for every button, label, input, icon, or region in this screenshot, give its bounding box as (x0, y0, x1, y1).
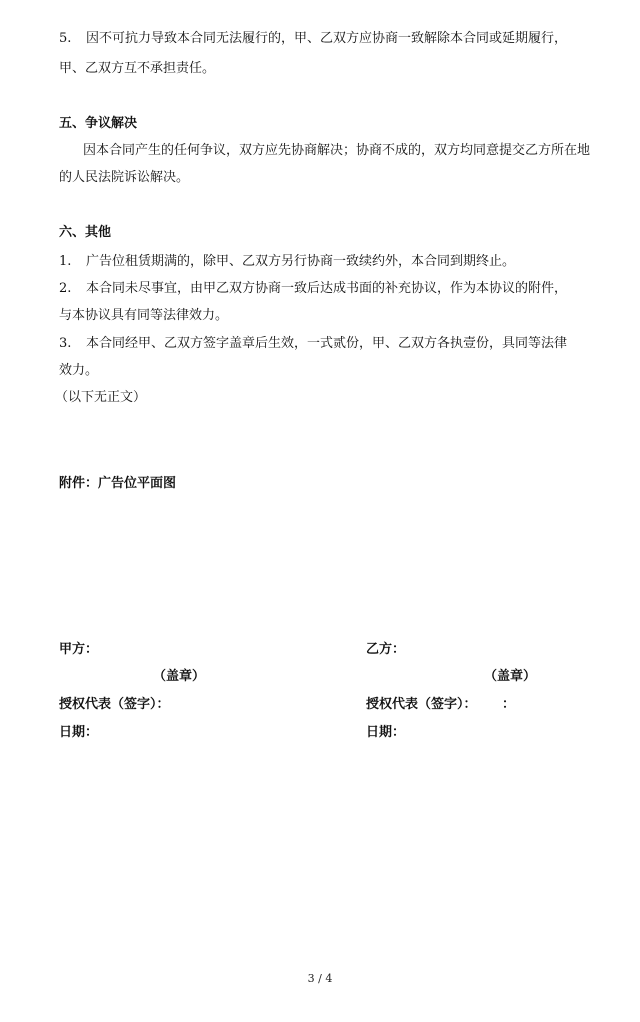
section-6-item-1-number: 1. (59, 254, 72, 269)
party-b-label: 乙方： (366, 642, 406, 657)
section-6-item-3-line-2: 效力。 (59, 363, 99, 378)
section-6-item-3-number: 3. (59, 336, 72, 351)
page-number: 3 / 4 (307, 972, 333, 985)
end-note: （以下无正文） (55, 390, 147, 405)
section-6-item-1-line-1 (59, 254, 515, 270)
party-b-seal: （盖章） (484, 669, 537, 684)
party-a-label: 甲方： (59, 642, 99, 657)
party-b-rep-label: 授权代表（签字）： (366, 697, 477, 712)
section-6-item-2-text-1: 本合同未尽事宜，由甲乙双方协商一致后达成书面的补充协议，作为本协议的附件， (86, 281, 568, 296)
section-6-item-2-number: 2. (59, 281, 72, 296)
section-6-item-3-line-1 (59, 336, 567, 352)
section-6-item-2-line-1 (59, 281, 567, 297)
party-a-seal: （盖章） (153, 669, 206, 684)
clause-5-line-1 (59, 31, 567, 47)
attachment-heading: 附件：广告位平面图 (59, 476, 177, 491)
party-a-rep-label: 授权代表（签字）： (59, 697, 170, 712)
section-5-line-2: 的人民法院诉讼解决。 (59, 170, 190, 185)
section-6-heading: 六、其他 (59, 225, 112, 240)
party-b-rep-suffix: ： (502, 697, 516, 712)
section-6-item-1-text: 广告位租赁期满的，除甲、乙双方另行协商一致续约外，本合同到期终止。 (86, 254, 516, 269)
clause-5-text-1: 因不可抗力导致本合同无法履行的，甲、乙双方应协商一致解除本合同或延期履行， (86, 31, 568, 46)
section-6-item-2-line-2: 与本协议具有同等法律效力。 (59, 308, 229, 323)
section-5-line-1: 因本合同产生的任何争议，双方应先协商解决；协商不成的，双方均同意提交乙方所在地 (83, 143, 591, 158)
section-6-item-3-text-1: 本合同经甲、乙双方签字盖章后生效，一式贰份，甲、乙双方各执壹份，具同等法律 (86, 336, 568, 351)
clause-5-number: 5. (59, 31, 72, 46)
clause-5-text-2: 甲、乙双方互不承担责任。 (59, 61, 216, 76)
party-a-date-label: 日期： (59, 725, 99, 740)
party-b-date-label: 日期： (366, 725, 406, 740)
section-5-heading: 五、争议解决 (59, 116, 138, 131)
clause-5-line-2 (59, 61, 215, 77)
